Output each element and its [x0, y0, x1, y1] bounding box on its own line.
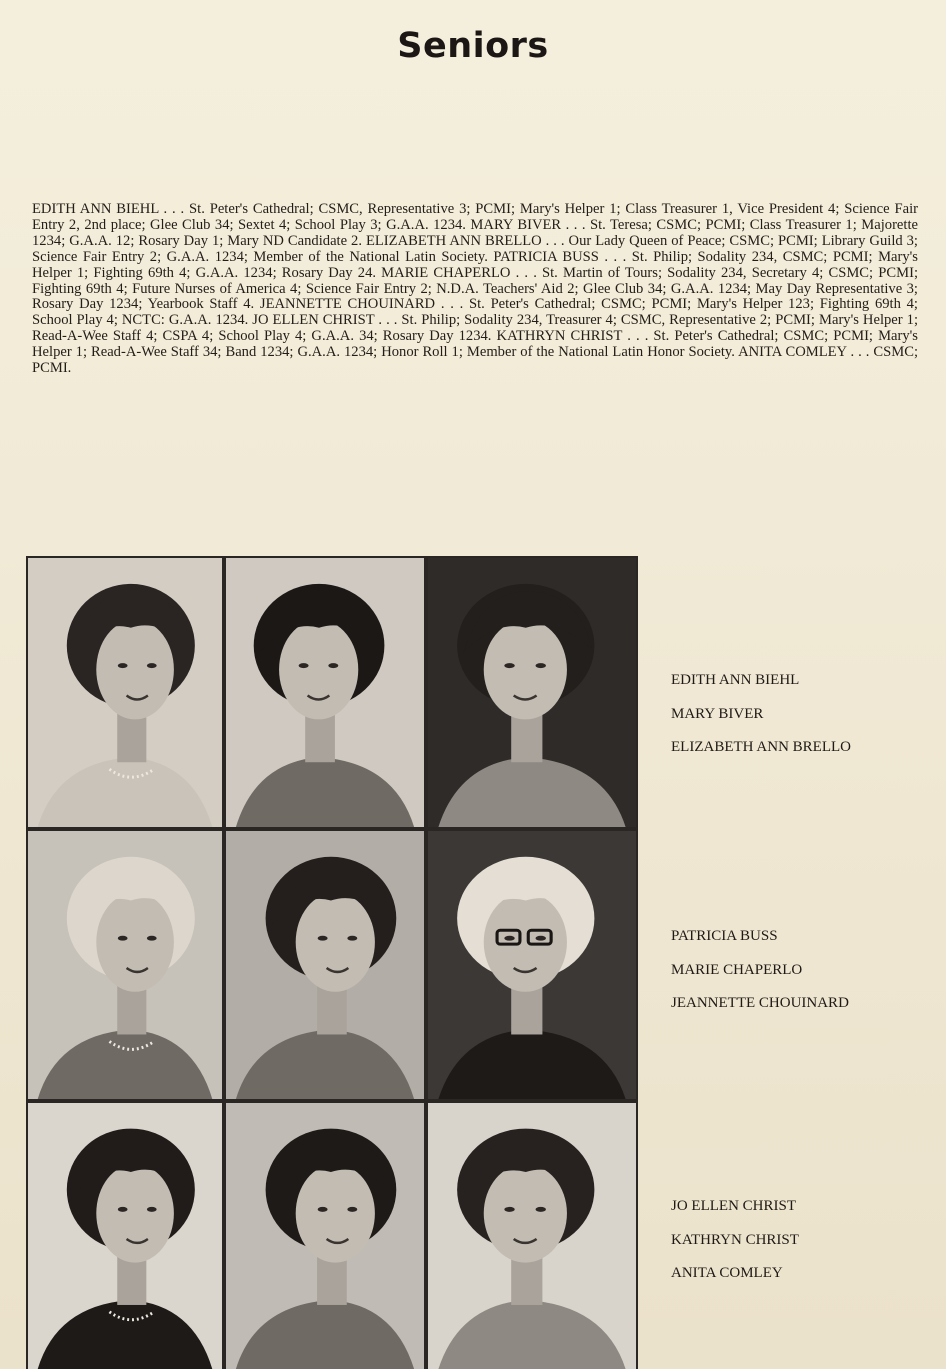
senior-name: JEANNETTE CHOUINARD	[671, 995, 849, 1011]
page-title: Seniors	[397, 26, 549, 66]
portrait-marie-chaperlo	[226, 831, 424, 1099]
portrait-jeannette-chouinard	[428, 831, 636, 1099]
senior-name: ELIZABETH ANN BRELLO	[671, 739, 851, 755]
portrait-edith-ann-biehl	[28, 558, 222, 827]
senior-name: EDITH ANN BIEHL	[671, 672, 800, 688]
senior-name: MARIE CHAPERLO	[671, 961, 803, 978]
senior-biographies: EDITH ANN BIEHL . . . St. Peter's Cathedral; CSMC, Representative 3; PCMI; Mary's Helper 1; Class Treasurer 1, Vice President 4; Science Fair Entry 2, 2nd place; Glee Club 34; Sextet 4; School Play 3; G.A.A. 1234. MARY BIVER . . . St. Teresa; CSMC; PCMI; Class Treasurer 1; Majorette 1234; G.A.A. 12; Rosary Day 1; Mary ND Candidate 2. ELIZABETH ANN BRELLO . . . Our Lady Queen of Peace; CSMC; PCMI; Library Guild 3; Science Fair Entry 2; G.A.A. 1234; Member of the National Latin Society. PATRICIA BUSS . . . St. Philip; Sodality 234, CSMC; PCMI; Mary's Helper 1; Fighting 69th 4; G.A.A. 1234; Rosary Day 24. MARIE CHAPERLO . . . St. Martin of Tours; Sodality 234, Secretary 4; CSMC; PCMI; Fighting 69th 4; Future Nurses of America 4; Science Fair Entry 2; N.D.A. Teachers' Aid 2; Glee Club 34; G.A.A. 1234; May Day Representative 3; Rosary Day 1234; Yearbook Staff 4. JEANNETTE CHOUINARD . . . St. Peter's Cathedral; CSMC; PCMI; Mary's Helper 123; Fighting 69th 4; School Play 4; NCTC: G.A.A. 1234. JO ELLEN CHRIST . . . St. Philip; Sodality 234, Treasurer 4; CSMC, Representative 2; PCMI; Mary's Helper 1; Read-A-Wee Staff 4; CSPA 4; School Play 4; G.A.A. 34; Rosary Day 1234. KATHRYN CHRIST . . . St. Peter's Cathedral; CSMC; PCMI; Mary's Helper 1; Read-A-Wee Staff 34; Band 1234; G.A.A. 1234; Honor Roll 1; Member of the National Latin Honor Society. ANITA COMLEY . . . CSMC; PCMI.	[32, 201, 918, 377]
senior-name: ANITA COMLEY	[671, 1265, 783, 1281]
senior-name: JO ELLEN CHRIST	[671, 1198, 796, 1214]
portrait-kathryn-christ	[226, 1103, 424, 1369]
senior-name: PATRICIA BUSS	[671, 928, 778, 944]
senior-name: KATHRYN CHRIST	[671, 1231, 799, 1248]
name-list-group-3	[671, 1190, 799, 1291]
portrait-anita-comley	[428, 1103, 636, 1369]
name-list-group-1	[671, 664, 851, 765]
portrait-elizabeth-ann-brello	[428, 558, 636, 827]
senior-portrait-grid	[26, 556, 638, 1369]
portrait-mary-biver	[226, 558, 424, 827]
name-list-group-2	[671, 920, 849, 1021]
portrait-jo-ellen-christ	[28, 1103, 222, 1369]
senior-name: MARY BIVER	[671, 705, 764, 722]
portrait-patricia-buss	[28, 831, 222, 1099]
